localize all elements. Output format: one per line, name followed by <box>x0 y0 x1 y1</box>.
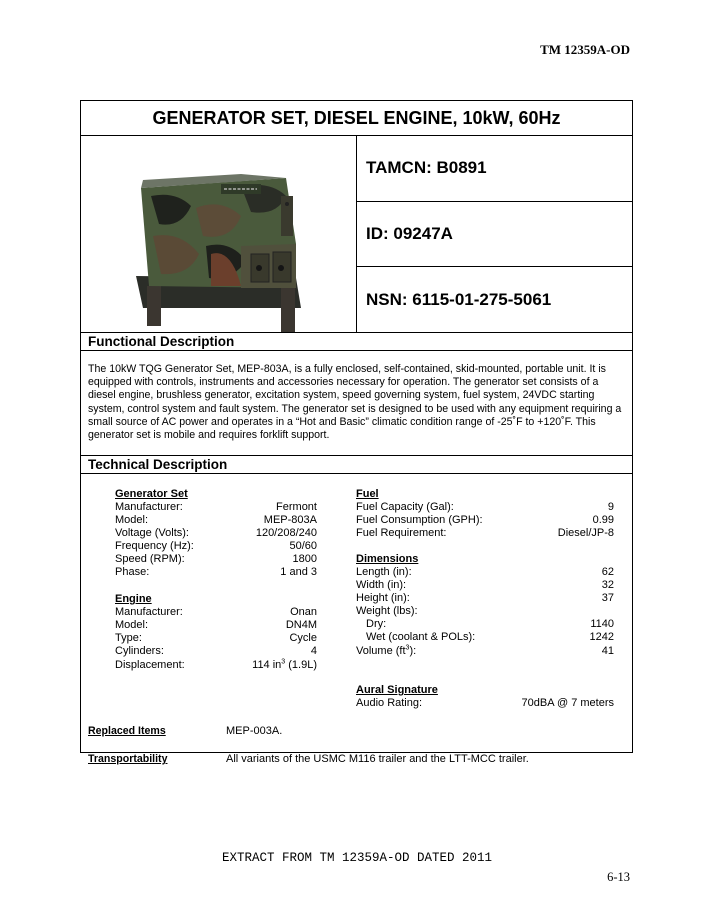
spec-label: Fuel Capacity (Gal): <box>356 501 454 513</box>
spec-label: Cylinders: <box>115 645 164 657</box>
spec-label: Model: <box>115 514 149 526</box>
spec-row <box>366 631 614 644</box>
spec-row <box>115 645 317 658</box>
spec-value: 9 <box>607 501 614 513</box>
technical-description-body <box>81 474 632 764</box>
generator-photo <box>81 136 356 332</box>
spec-value: 1242 <box>589 631 614 643</box>
spec-row <box>115 619 317 632</box>
volume-label-b: ): <box>409 645 417 657</box>
tamcn-label: TAMCN: B0891 <box>366 158 487 178</box>
spec-row <box>115 514 317 527</box>
extract-footer: EXTRACT FROM TM 12359A-OD DATED 2011 <box>221 851 493 865</box>
identification-column <box>357 136 632 332</box>
spec-value: MEP-803A <box>263 514 317 526</box>
spec-label: Manufacturer: <box>115 606 183 618</box>
volume-label <box>356 645 416 658</box>
spec-value: Diesel/JP-8 <box>557 527 614 539</box>
spec-value: 1140 <box>590 618 614 630</box>
spec-label: Fuel Consumption (GPH): <box>356 514 483 526</box>
spec-value: 62 <box>601 566 614 578</box>
spec-row <box>115 527 317 540</box>
spec-row <box>115 566 317 579</box>
item-id-label: ID: 09247A <box>357 201 632 267</box>
identification-row <box>81 136 632 333</box>
spec-value: 50/60 <box>289 540 317 552</box>
spec-label: Model: <box>115 619 149 631</box>
nsn-label: NSN: 6115-01-275-5061 <box>357 266 632 332</box>
spec-row <box>366 618 614 631</box>
spec-label: Audio Rating: <box>356 697 423 709</box>
replaced-items-label: Replaced Items <box>88 725 166 737</box>
spec-row <box>356 527 614 540</box>
sheet-title: GENERATOR SET, DIESEL ENGINE, 10kW, 60Hz <box>81 101 632 136</box>
dimensions-heading: Dimensions <box>356 553 419 565</box>
spec-value: 120/208/240 <box>255 527 317 539</box>
equipment-sheet <box>80 100 633 765</box>
spec-label: Fuel Requirement: <box>356 527 447 539</box>
displacement-value <box>252 659 317 672</box>
functional-description-heading: Functional Description <box>81 333 632 351</box>
spec-label: Speed (RPM): <box>115 553 185 565</box>
volume-sup: 3 <box>405 644 410 652</box>
spec-label: Frequency (Hz): <box>115 540 194 552</box>
fuel-heading: Fuel <box>356 488 379 500</box>
displacement-a: 114 in <box>252 659 282 671</box>
spec-value: 37 <box>601 592 614 604</box>
spec-row <box>356 566 614 579</box>
spec-row <box>115 501 317 514</box>
spec-row <box>356 592 614 605</box>
spec-label: Wet (coolant & POLs): <box>366 631 476 643</box>
spec-label: Voltage (Volts): <box>115 527 189 539</box>
spec-label: Height (in): <box>356 592 410 604</box>
spec-row <box>115 553 317 566</box>
functional-description-text: The 10kW TQG Generator Set, MEP-803A, is a fully enclosed, self-contained, skid-mounted, portable unit. It is equipped with controls, instruments and accessories necessary for operation. The generator set consists of a diesel engine, brushless generator, excitation system, speed governing system, fuel system, 24VDC starting system, control system and fault system. The generator set is designed to be used with any equipment requiring a small source of AC power and operates in a “Hot and Basic” climatic condition range of -25˚F to +120˚F. This generator set is mobile and requires forklift support. <box>81 351 632 456</box>
spec-row <box>115 659 317 672</box>
spec-value: 0.99 <box>592 514 614 526</box>
transportability-label: Transportability <box>88 753 168 765</box>
displacement-b: (1.9L) <box>285 659 317 671</box>
document-id-header: TM 12359A-OD <box>540 42 630 57</box>
spec-row <box>356 697 614 710</box>
spec-row <box>356 501 614 514</box>
spec-value: 1 and 3 <box>280 566 317 578</box>
aural-signature-heading: Aural Signature <box>356 684 438 696</box>
spec-row <box>356 514 614 527</box>
volume-label-a: Volume (ft <box>356 645 406 657</box>
equipment-photo-cell <box>81 136 357 332</box>
generator-set-heading: Generator Set <box>115 488 188 500</box>
spec-value: Fermont <box>276 501 317 513</box>
spec-label: Width (in): <box>356 579 407 591</box>
spec-label: Manufacturer: <box>115 501 183 513</box>
spec-row <box>356 645 614 658</box>
spec-label: Type: <box>115 632 142 644</box>
spec-value: Onan <box>290 606 317 618</box>
spec-label: Phase: <box>115 566 150 578</box>
displacement-sup: 3 <box>281 658 286 666</box>
transportability-value: All variants of the USMC M116 trailer and the LTT-MCC trailer. <box>226 753 529 765</box>
replaced-items-value: MEP-003A. <box>226 725 283 737</box>
spec-row <box>356 579 614 592</box>
spec-row <box>356 605 614 618</box>
spec-label: Displacement: <box>115 659 185 671</box>
spec-value: 70dBA @ 7 meters <box>521 697 614 709</box>
spec-label: Dry: <box>366 618 387 630</box>
spec-row <box>115 632 317 645</box>
spec-label: Length (in): <box>356 566 412 578</box>
spec-row <box>115 606 317 619</box>
spec-value: Cycle <box>289 632 317 644</box>
spec-row <box>115 540 317 553</box>
spec-value: 41 <box>601 645 614 657</box>
technical-description-heading: Technical Description <box>81 456 632 474</box>
page-number: 6-13 <box>607 870 630 884</box>
spec-label: Weight (lbs): <box>356 605 418 617</box>
spec-value: 1800 <box>292 553 317 565</box>
spec-value: 4 <box>310 645 317 657</box>
spec-value: 32 <box>601 579 614 591</box>
spec-value: DN4M <box>285 619 317 631</box>
engine-heading: Engine <box>115 593 152 605</box>
